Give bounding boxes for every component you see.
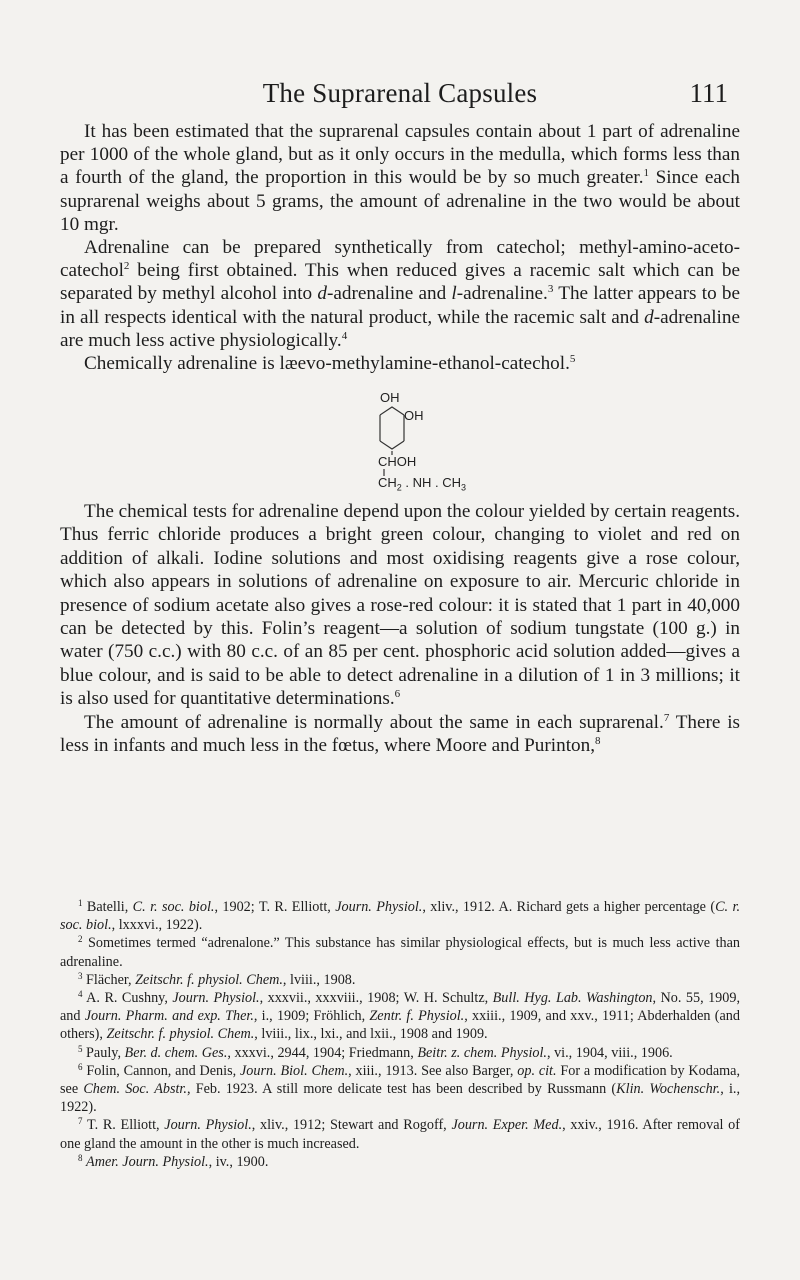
text-run: Folin, Cannon, and Denis, [82,1062,240,1079]
journal-title: Klin. Wochenschr. [616,1081,721,1098]
ring-edge-bottom [380,441,404,449]
chain-choh-label: CHOH [378,454,417,469]
footnote-7 [60,1116,740,1152]
journal-title: C. r. soc. biol. [132,899,215,915]
text-run: -adrenaline and [326,283,452,305]
text-run: , No. 55, 1909, and [60,990,740,1025]
paragraph-5 [60,711,740,758]
text-run: T. R. Elliott, [82,1117,165,1134]
footnote-ref: 3 [547,283,554,296]
footnote-5 [60,1044,740,1062]
text-run: A. R. Cushny, [82,990,173,1007]
footnote-number: 6 [78,1061,83,1072]
footnote-number: 3 [78,970,83,981]
paragraph-1 [60,120,740,236]
italic-run: l [451,283,457,305]
footnote-number: 5 [78,1043,83,1054]
text-run: , lviii., 1908. [282,971,356,988]
oh-side-label: OH [404,408,424,423]
body-text-lower [60,500,740,757]
text-run: Adrenaline can be prepared synthetically from catechol; methyl-amino-aceto-catechol [60,237,740,282]
footnote-6 [60,1062,740,1117]
journal-title: Beitr. z. chem. Physiol. [417,1044,547,1061]
text-run: The amount of adrenaline is normally about the same in each suprarenal. [84,711,664,733]
journal-title: Chem. Soc. Abstr. [83,1081,187,1098]
journal-title: C. r. soc. biol. [60,899,740,934]
text-run: , vi., 1904, viii., 1906. [546,1044,673,1061]
journal-title: Zentr. f. Physiol. [369,1008,465,1025]
subscript: 2 [396,482,402,493]
text-run: , i., 1922). [60,1081,740,1116]
journal-title: Journ. Biol. Chem. [239,1062,349,1079]
text-run: , xliv., 1912; Stewart and Rogoff, [251,1117,452,1134]
text-run: . NH . CH [401,475,462,490]
footnote-2 [60,934,740,970]
text-run: It has been estimated that the suprarenal capsules contain about 1 part of adrenaline per 1000 of the whole gland, but as it only occurs in the medulla, which forms less than a fourth of the gland, the proportion in this would be by so much greater. [60,121,740,189]
footnote-3 [60,971,740,989]
text-run: For a modification by Kodama, see [60,1062,740,1098]
footnotes [60,898,740,1171]
text-run: , xxiv., 1916. After removal of one gland the amount in the other is much increased. [60,1117,740,1152]
text-run: Since each suprarenal weighs about 5 grams, the amount of adrenaline in the two would be about 10 mgr. [60,167,740,235]
footnote-ref: 7 [663,711,670,724]
journal-title: Bull. Hyg. Lab. Washington [492,990,653,1007]
ring-edge-top [380,407,404,415]
page-number: 111 [689,78,728,108]
journal-title: Journ. Physiol. [335,899,423,915]
text-run: , i., 1909; Fröhlich, [253,1008,370,1025]
chain-ch2-nh-ch3-label [378,475,466,493]
text-run: The latter appears to be in all respects identical with the natural product, while the racemic salt and [60,283,741,328]
journal-title: Ber. d. chem. Ges. [124,1044,228,1061]
footnote-ref: 5 [569,353,576,366]
page-header [0,78,800,118]
journal-title: Journ. Physiol. [172,990,260,1007]
running-title: The Suprarenal Capsules [262,78,538,108]
text-run: , xiii., 1913. See also Barger, [348,1062,518,1079]
paragraph-4 [60,500,740,711]
italic-run: d [644,306,654,328]
footnote-number: 2 [78,934,83,945]
text-run: Flächer, [82,971,136,988]
text-run: , xxxvii., xxxviii., 1908; W. H. Schultz, [259,990,493,1007]
journal-title: Zeitschr. f. physiol. Chem. [106,1026,255,1043]
text-run: , iv., 1900. [208,1153,269,1170]
journal-title: Journ. Pharm. and exp. Ther. [84,1008,254,1025]
text-run: , 1902; T. R. Elliott, [214,899,336,915]
footnote-8 [60,1153,740,1171]
journal-title: Journ. Physiol. [164,1117,252,1134]
text-run: Batelli, [82,899,133,915]
structural-formula [360,382,540,492]
text-run: , xxiii., 1909, and xxv., 1911; Abderhalden (and others), [60,1008,740,1043]
italic-run: d [317,283,327,305]
text-run: , lviii., lix., lxi., and lxii., 1908 and 1909. [254,1026,488,1043]
text-run: There is less in infants and much less in the fœtus, where Moore and Purinton, [60,711,740,757]
text-run: Chemically adrenaline is læevo-methylamine-ethanol-catechol. [84,353,570,375]
paragraph-3 [60,352,740,375]
text-run: The chemical tests for adrenaline depend upon the colour yielded by certain reagents. Thus ferric chloride produces a bright green colour, changing to violet and red on addition of alkali. Iodine solutions and most oxidising reagents give a rose colour, which also appears in solutions of adrenaline on exposure to air. Mercuric chloride in presence of sodium acetate also gives a rose-red colour: it is stated that 1 part in 40,000 can be detected by this. Folin’s reagent—a solution of sodium tungstate (100 g.) in water (750 c.c.) with 80 c.c. of an 85 per cent. phosphoric acid solution added—gives a blue colour, and is said to be able to detect adrenaline in a dilution of 1 in 3 millions; it is also used for quantitative determinations. [60,501,740,710]
text-run: CH [378,475,397,490]
journal-title: Amer. Journ. Physiol. [86,1153,209,1170]
footnote-number: 4 [78,989,83,1000]
text-run: being first obtained. This when reduced gives a racemic salt which can be separated by methyl alcohol into [60,260,740,305]
footnote-ref: 8 [595,735,601,748]
subscript: 3 [461,482,467,493]
paragraph-2 [60,236,740,352]
footnote-number: 1 [78,898,83,908]
journal-title: Journ. Exper. Med. [451,1117,563,1134]
footnote-1 [60,898,740,934]
text-run: , xliv., 1912. A. Richard gets a higher percentage ( [422,899,716,915]
footnote-4 [60,989,740,1044]
footnote-ref: 1 [643,167,650,180]
text-run: , xxxvi., 2944, 1904; Friedmann, [227,1044,418,1061]
footnote-number: 8 [78,1152,83,1163]
body-text-upper [60,120,740,375]
text-run: Pauly, [82,1044,125,1061]
footnote-number: 7 [78,1116,83,1127]
journal-title: op. cit. [517,1062,557,1079]
footnote-ref: 2 [123,260,130,273]
text-run: -adrenaline. [456,283,548,305]
text-run: -adrenaline are much less active physiologically. [60,306,740,351]
footnote-ref: 6 [394,688,401,701]
text-run: Sometimes termed “adrenalone.” This substance has similar physiological effects, but is much less active than adrenaline. [60,935,740,970]
text-run: , Feb. 1923. A still more delicate test has been described by Russmann ( [186,1081,617,1098]
journal-title: Zeitschr. f. physiol. Chem. [135,971,283,988]
oh-top-label: OH [380,390,400,405]
text-run: , lxxxvi., 1922). [111,917,203,934]
footnote-ref: 4 [341,329,348,342]
